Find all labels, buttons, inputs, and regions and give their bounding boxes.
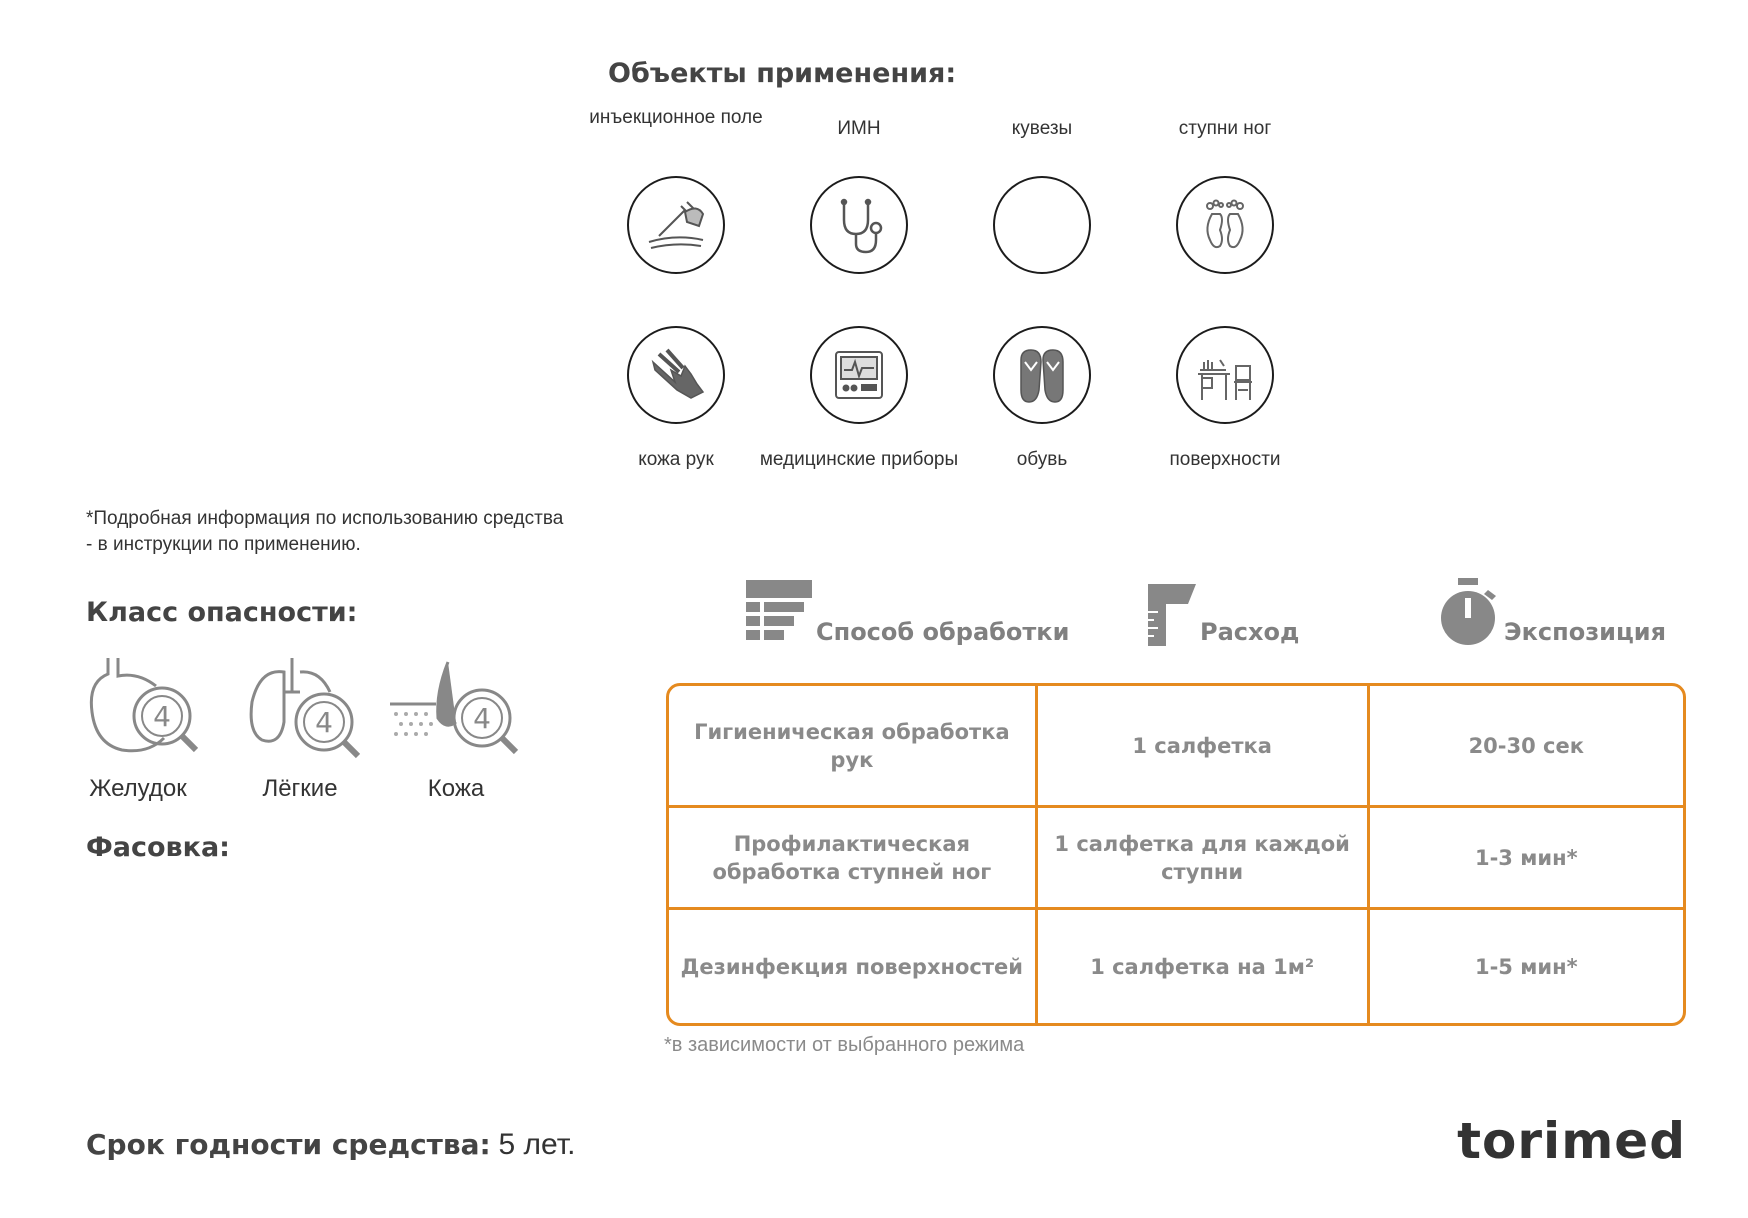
hazard-lungs: [230, 652, 370, 803]
hazard-skin: [386, 652, 526, 803]
table-cell: Дезинфекция поверхностей: [669, 910, 1038, 1023]
furniture-icon: [1176, 326, 1274, 424]
stethoscope-icon: [810, 176, 908, 274]
object-imn: [759, 108, 959, 274]
object-feet: [1125, 108, 1325, 274]
hazard-class-value: 4: [473, 702, 491, 735]
table-cell: Профилактическая обработка ступней ног: [669, 808, 1038, 910]
header-label: Расход: [1200, 618, 1300, 646]
lungs-icon: [240, 652, 360, 762]
object-label: обувь: [1016, 449, 1068, 470]
table-row: [669, 910, 1683, 1023]
usage-note: *Подробная информация по использованию средства - в инструкции по применению.: [86, 508, 564, 555]
object-label: поверхности: [1169, 449, 1281, 470]
header-label: Способ обработки: [816, 618, 1070, 646]
object-footwear: [942, 326, 1142, 470]
objects-title: Объекты применения:: [608, 58, 957, 89]
header-consumption: [1148, 584, 1299, 646]
hand-icon: [627, 326, 725, 424]
ruler-icon: [1148, 584, 1196, 646]
object-medical-devices: [759, 326, 959, 470]
header-label: Экспозиция: [1504, 618, 1666, 646]
object-label: кувезы: [1011, 118, 1073, 139]
table-row: [669, 808, 1683, 910]
object-surfaces: [1125, 326, 1325, 470]
shelf-life: [86, 1128, 575, 1162]
incubator-icon: [993, 176, 1091, 274]
shelf-life-label: Срок годности средства:: [86, 1128, 491, 1161]
object-label: ИМН: [837, 118, 881, 139]
header-exposure: [1436, 578, 1666, 646]
table-cell: 1 салфетка: [1038, 686, 1370, 808]
table-row: [669, 686, 1683, 808]
usage-table: [666, 683, 1686, 1026]
hazard-label: Лёгкие: [262, 775, 338, 802]
object-incubators: [942, 108, 1142, 274]
table-footnote: *в зависимости от выбранного режима: [664, 1034, 1025, 1056]
hazard-label: Кожа: [427, 775, 485, 802]
brand-logo: torimed: [1457, 1112, 1686, 1170]
table-cell: 1 салфетка для каждой ступни: [1038, 808, 1370, 910]
table-cell: 1-3 мин*: [1370, 808, 1683, 910]
object-label: инъекционное поле: [589, 107, 763, 128]
stopwatch-icon: [1436, 578, 1500, 646]
table-cell: 1-5 мин*: [1474, 954, 1578, 979]
feet-icon: [1176, 176, 1274, 274]
table-cell: 1 салфетка на 1м²: [1038, 910, 1370, 1023]
object-injection-field: [576, 108, 776, 274]
skin-icon: [386, 652, 526, 762]
monitor-icon: [810, 326, 908, 424]
table-cell: Гигиеническая обработка рук: [669, 686, 1038, 808]
list-icon: [746, 580, 812, 646]
table-cell: 20-30 сек: [1370, 686, 1683, 808]
hazard-stomach: [68, 652, 208, 803]
hazard-class-value: 4: [153, 700, 171, 733]
stomach-icon: [78, 652, 198, 762]
object-hand-skin: [576, 326, 776, 470]
hazard-class-value: 4: [315, 706, 333, 739]
object-label: медицинские приборы: [759, 449, 959, 470]
slippers-icon: [993, 326, 1091, 424]
header-method: [746, 580, 1069, 646]
shelf-life-value: 5 лет.: [498, 1128, 576, 1161]
injection-icon: [627, 176, 725, 274]
object-label: кожа рук: [638, 449, 714, 470]
packaging-title: Фасовка:: [86, 832, 230, 863]
object-label: ступни ног: [1178, 118, 1272, 139]
hazard-title: Класс опасности:: [86, 597, 358, 628]
hazard-label: Желудок: [89, 775, 187, 802]
